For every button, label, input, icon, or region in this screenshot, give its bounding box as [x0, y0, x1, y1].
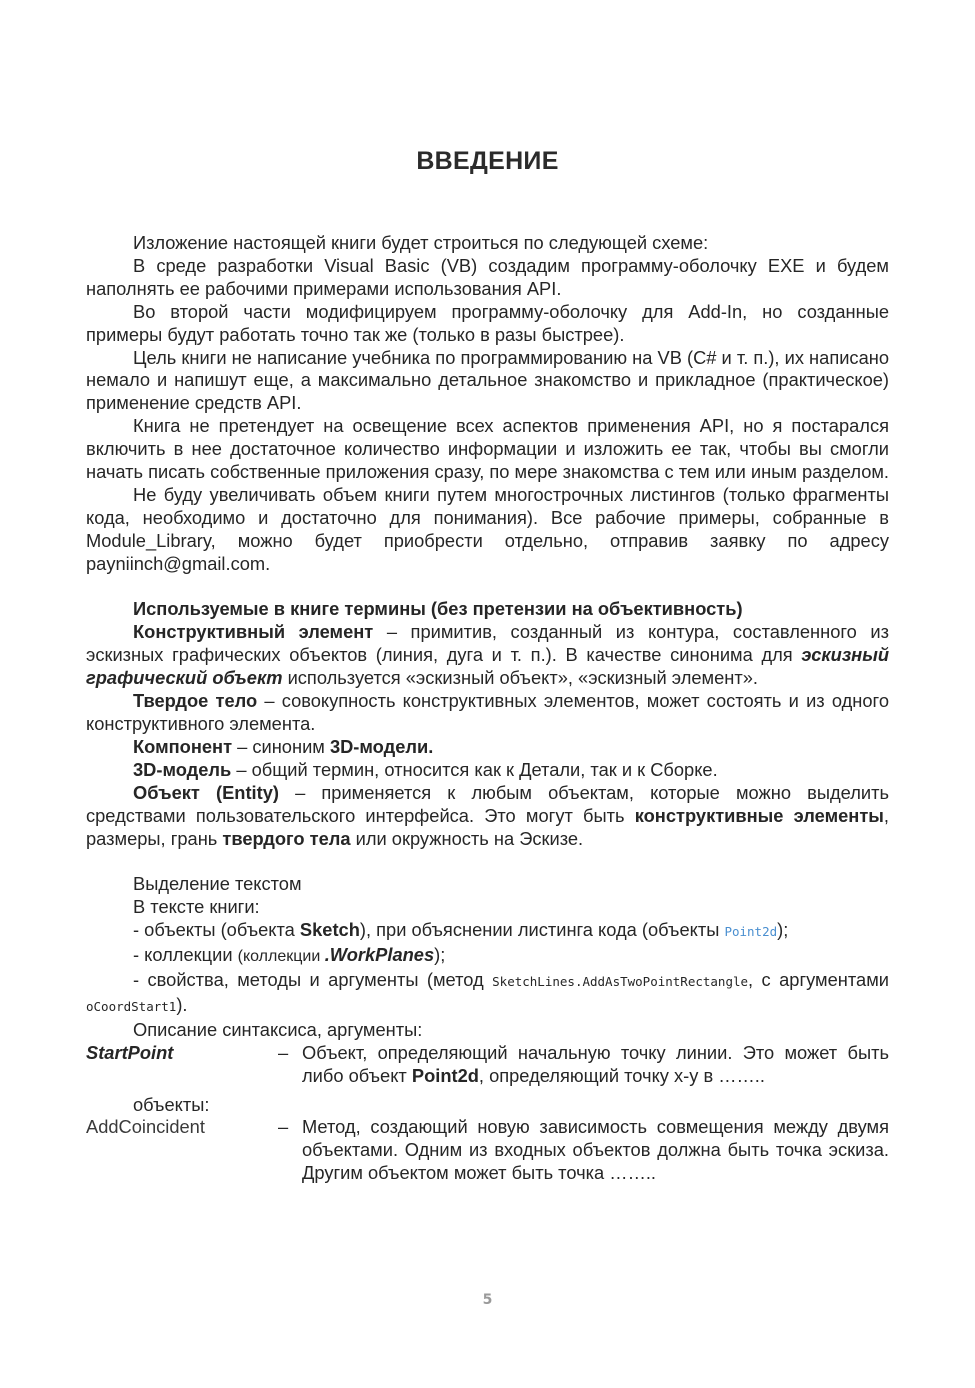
- definition-term: AddCoincident: [86, 1116, 205, 1138]
- highlight-in-text: В тексте книги:: [133, 896, 260, 918]
- paragraph: В среде разработки Visual Basic (VB) создадим программу-оболочку EXE и будем наполнять ее рабочими примерами использования API.: [86, 254, 889, 299]
- highlight-item-collections: - коллекции (коллекции .WorkPlanes);: [133, 944, 446, 966]
- term-entity: Объект (Entity) – применяется к любым объектам, которые можно выделить средствами пользовательского интерфейса. Это могут быть конструктивные элементы, размеры, грань твердого тела или окружность на Эскизе.: [86, 781, 889, 849]
- definition-dash: –: [278, 1041, 289, 1063]
- paragraph: Цель книги не написание учебника по программированию на VB (C# и т. п.), их написано немало и напишут еще, а максимально детальное знакомство и прикладное (практическое) применение средств API.: [86, 346, 889, 414]
- definition-dash: –: [278, 1116, 289, 1138]
- highlight-item-objects: - объекты (объекта Sketch), при объяснении листинга кода (объекты Point2d);: [133, 919, 789, 941]
- syntax-heading: Описание синтаксиса, аргументы:: [133, 1018, 423, 1040]
- page-title: ВВЕДЕНИЕ: [416, 147, 559, 175]
- definition-term: StartPoint: [86, 1041, 174, 1063]
- definition-startpoint: [86, 1042, 889, 1088]
- term-component: Компонент – синоним 3D-модели.: [133, 735, 434, 757]
- term-3d-model: 3D-модель – общий термин, относится как к Детали, так и к Сборке.: [133, 758, 718, 780]
- spacer: [86, 850, 889, 873]
- definition-text: Метод, создающий новую зависимость совмещения между двумя объектами. Одним из входных объектов должна быть точка эскиза. Другим объектом может быть точка ……..: [302, 1116, 889, 1184]
- highlight-heading: Выделение текстом: [133, 873, 302, 895]
- page-number: 5: [482, 1292, 493, 1308]
- paragraph: Книга не претендует на освещение всех аспектов применения API, но я постарался включить в нее достаточное количество информации и изложить ее так, чтобы вы смогли начать писать собственные приложения сразу, по мере знакомства с тем или иным разделом.: [86, 415, 890, 483]
- paragraph: Во второй части модифицируем программу-оболочку для Add-In, но созданные примеры будут работать точно так же (только в разы быстрее).: [86, 300, 889, 345]
- definition-text: Объект, определяющий начальную точку линии. Это может быть либо объект Point2d, определяющий точку x-y в ……..: [302, 1041, 889, 1086]
- term-solid: Твердое тело – совокупность конструктивных элементов, может состоять и из одного конструктивного элемента.: [86, 690, 889, 735]
- objects-label: объекты:: [133, 1093, 210, 1115]
- document-body: [86, 232, 889, 1185]
- paragraph: Изложение настоящей книги будет строиться по следующей схеме:: [133, 232, 709, 253]
- highlight-item-properties: - свойства, методы и аргументы (метод SketchLines.AddAsTwoPointRectangle, с аргументами oCoordStart1).: [86, 968, 889, 1015]
- definition-addcoincident: [86, 1116, 889, 1185]
- definition-list: [86, 1042, 889, 1185]
- paragraph: Не буду увеличивать объем книги путем многострочных листингов (только фрагменты кода, необходимо и достаточно для понимания). Все рабочие примеры, собранные в Module_Library, можно будет приобрести отдельно, отправив заявку по адресу payniinch@gmail.com.: [86, 483, 889, 574]
- terms-heading: Используемые в книге термины (без претензии на объективность): [133, 598, 743, 620]
- spacer: [86, 576, 889, 599]
- term-constructive: Конструктивный элемент – примитив, созданный из контура, составленного из эскизных графических объектов (линия, дуга и т. п.). В качестве синонима для эскизный графический объект используется «эскизный объект», «эскизный элемент».: [86, 621, 889, 689]
